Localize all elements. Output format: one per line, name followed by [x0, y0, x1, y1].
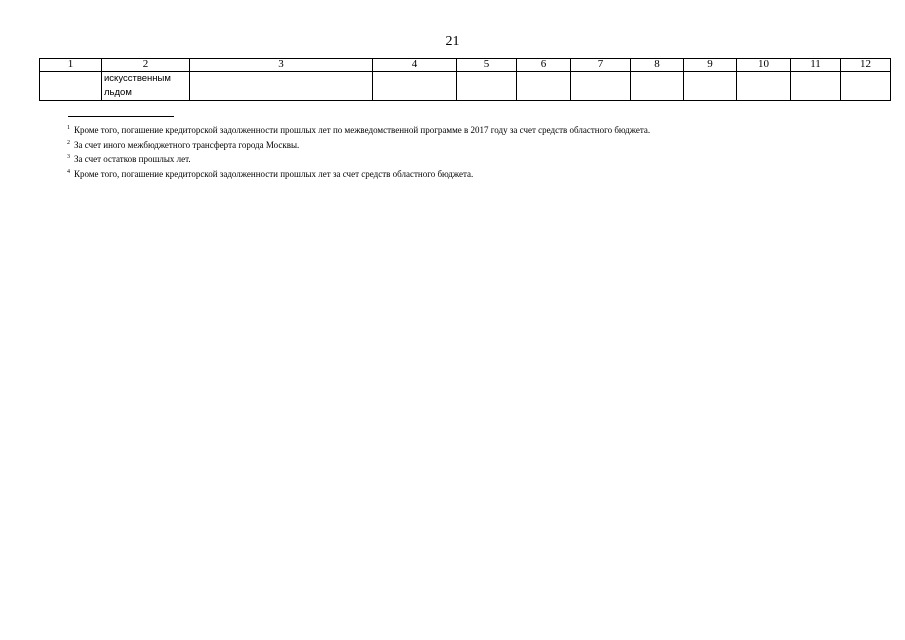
table-cell [517, 72, 571, 101]
table-cell [737, 72, 791, 101]
footnote-mark: 1 [67, 125, 70, 131]
table-header-row [40, 59, 891, 72]
table-cell [373, 72, 457, 101]
table-cell [684, 72, 737, 101]
footnote-text: Кроме того, погашение кредиторской задолженности прошлых лет по межведомственной программе в 2017 году за счет средств областного бюджета. [74, 125, 651, 135]
column-header: 7 [571, 59, 631, 72]
footnote-mark: 2 [67, 139, 70, 146]
table-cell [631, 72, 684, 101]
footnote-1 [67, 122, 887, 137]
column-header: 9 [684, 59, 737, 72]
table-cell [457, 72, 517, 101]
footnote-mark: 3 [67, 154, 70, 160]
footnote-text: За счет иного межбюджетного трансферта города Москвы. [74, 139, 300, 150]
data-table [39, 58, 891, 101]
column-header: 5 [457, 59, 517, 72]
table-cell [190, 72, 373, 101]
column-header: 11 [791, 59, 841, 72]
column-header: 2 [102, 59, 190, 72]
column-header: 1 [40, 59, 102, 72]
table-cell [841, 72, 891, 101]
table-cell [791, 72, 841, 101]
table-cell [102, 72, 190, 101]
column-header: 8 [631, 59, 684, 72]
footnote-separator [68, 116, 174, 117]
column-header: 4 [373, 59, 457, 72]
column-header: 6 [517, 59, 571, 72]
table-row [40, 72, 891, 101]
page-number: 21 [445, 34, 460, 49]
footnote-mark: 4 [67, 168, 70, 175]
table-cell [571, 72, 631, 101]
footnotes [67, 122, 887, 180]
footnote-4 [67, 166, 887, 181]
footnote-text: Кроме того, погашение кредиторской задолженности прошлых лет за счет средств областного бюджета. [74, 168, 474, 179]
column-header: 10 [737, 59, 791, 72]
footnote-3 [67, 151, 887, 166]
cell-text-artificial-ice: искусственным льдом [104, 73, 171, 98]
table-cell [40, 72, 102, 101]
column-header: 3 [190, 59, 373, 72]
footnote-text: За счет остатков прошлых лет. [74, 154, 191, 164]
column-header: 12 [841, 59, 891, 72]
footnote-2 [67, 137, 887, 152]
